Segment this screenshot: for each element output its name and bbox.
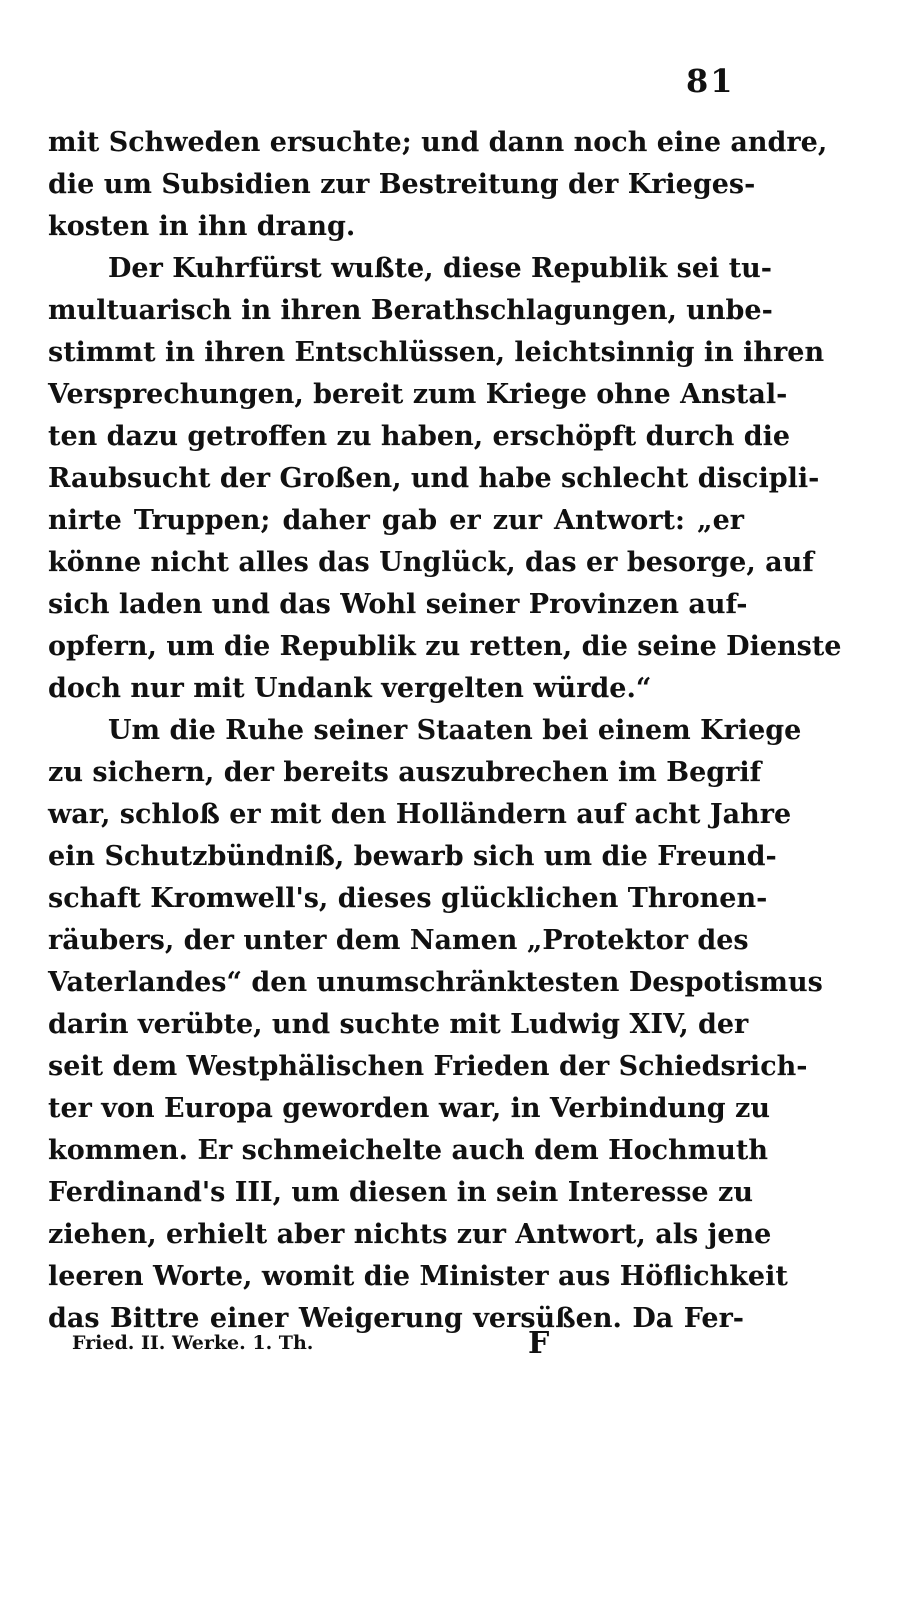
text-line: mit Schweden ersuchte; und dann noch eine andre, xyxy=(48,127,828,158)
text-line: darin verübte, und suchte mit Ludwig XIV, der xyxy=(48,1009,749,1040)
text-line: war, schloß er mit den Holländern auf acht Jahre xyxy=(48,799,792,830)
text-line: Vaterlandes“ den unumschränktesten Despotismus xyxy=(48,967,823,998)
text-line: die um Subsidien zur Bestreitung der Krieges- xyxy=(48,169,756,200)
paragraph xyxy=(48,248,842,710)
text-line: Der Kuhrfürst wußte, diese Republik sei tu- xyxy=(108,253,773,284)
page-number: 81 xyxy=(686,62,735,100)
text-line: multuarisch in ihren Berathschlagungen, unbe- xyxy=(48,295,773,326)
text-line: könne nicht alles das Unglück, das er besorge, auf xyxy=(48,547,814,578)
page-footer xyxy=(72,1326,572,1366)
text-line: nirte Truppen; daher gab er zur Antwort: „er xyxy=(48,505,744,536)
text-line: leeren Worte, womit die Minister aus Höflichkeit xyxy=(48,1261,788,1292)
text-line: zu sichern, der bereits auszubrechen im Begrif xyxy=(48,757,762,788)
text-line: opfern, um die Republik zu retten, die seine Dienste xyxy=(48,631,842,662)
text-line: stimmt in ihren Entschlüssen, leichtsinnig in ihren xyxy=(48,337,825,368)
text-line: seit dem Westphälischen Frieden der Schiedsrich- xyxy=(48,1051,808,1082)
text-line: doch nur mit Undank vergelten würde.“ xyxy=(48,673,652,704)
text-line: ein Schutzbündniß, bewarb sich um die Freund- xyxy=(48,841,777,872)
text-line: kommen. Er schmeichelte auch dem Hochmuth xyxy=(48,1135,769,1166)
text-line: Ferdinand's III, um diesen in sein Interesse zu xyxy=(48,1177,753,1208)
text-line: ten dazu getroffen zu haben, erschöpft durch die xyxy=(48,421,791,452)
footer-source: Fried. II. Werke. 1. Th. xyxy=(72,1332,314,1354)
paragraph xyxy=(48,710,823,1340)
text-line: räubers, der unter dem Namen „Protektor des xyxy=(48,925,749,956)
text-line: Versprechungen, bereit zum Kriege ohne Anstal- xyxy=(48,379,788,410)
paragraph xyxy=(48,122,828,248)
text-line: schaft Kromwell's, dieses glücklichen Thronen- xyxy=(48,883,768,914)
text-line: kosten in ihn drang. xyxy=(48,211,356,242)
text-line: Um die Ruhe seiner Staaten bei einem Kriege xyxy=(108,715,802,746)
text-line: das Bittre einer Weigerung versüßen. Da Fer- xyxy=(48,1303,744,1334)
text-line: Raubsucht der Großen, und habe schlecht discipli- xyxy=(48,463,820,494)
body-text xyxy=(48,122,842,1340)
text-line: sich laden und das Wohl seiner Provinzen auf- xyxy=(48,589,748,620)
text-line: ziehen, erhielt aber nichts zur Antwort, als jene xyxy=(48,1219,772,1250)
text-line: ter von Europa geworden war, in Verbindung zu xyxy=(48,1093,770,1124)
signature-mark: F xyxy=(528,1326,550,1361)
